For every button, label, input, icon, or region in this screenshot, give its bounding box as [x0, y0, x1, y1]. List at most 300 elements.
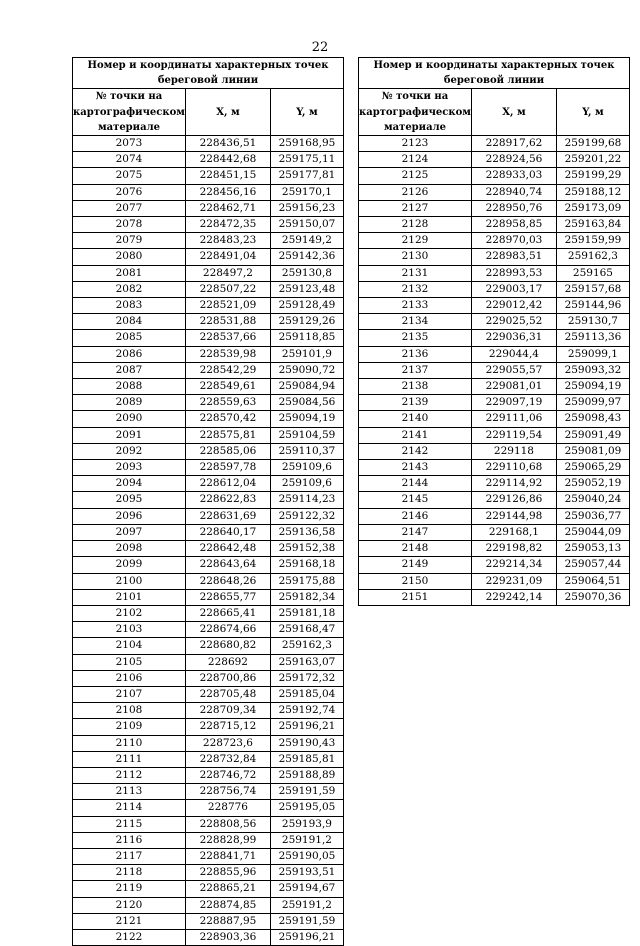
y-coordinate-cell: 259191,2: [270, 897, 343, 913]
x-coordinate-cell: 228442,68: [185, 152, 270, 168]
y-coordinate-cell: 259152,38: [270, 541, 343, 557]
x-coordinate-cell: 228874,85: [185, 897, 270, 913]
point-number-cell: 2131: [359, 265, 472, 281]
x-coordinate-cell: 228692: [185, 654, 270, 670]
y-coordinate-cell: 259094,19: [270, 411, 343, 427]
table-row: [73, 200, 344, 216]
point-number-cell: 2088: [73, 379, 186, 395]
y-coordinate-cell: 259101,9: [270, 346, 343, 362]
x-coordinate-cell: 228665,41: [185, 605, 270, 621]
point-number-cell: 2098: [73, 541, 186, 557]
y-coordinate-cell: 259044,09: [556, 524, 629, 540]
y-coordinate-cell: 259192,74: [270, 703, 343, 719]
point-number-cell: 2133: [359, 298, 472, 314]
x-coordinate-cell: 228559,63: [185, 395, 270, 411]
y-coordinate-cell: 259036,77: [556, 508, 629, 524]
table-row: [359, 443, 630, 459]
x-coordinate-cell: 229055,57: [471, 362, 556, 378]
table-row: [73, 589, 344, 605]
point-number-cell: 2146: [359, 508, 472, 524]
table-row: [73, 848, 344, 864]
y-coordinate-cell: 259157,68: [556, 281, 629, 297]
table-row: [359, 200, 630, 216]
y-coordinate-cell: 259188,12: [556, 184, 629, 200]
point-number-cell: 2107: [73, 686, 186, 702]
table-row: [73, 654, 344, 670]
x-coordinate-cell: 228436,51: [185, 136, 270, 152]
table-title: Номер и координаты характерных точек береговой линии: [359, 58, 630, 89]
table-row: [73, 265, 344, 281]
x-coordinate-cell: 229036,31: [471, 330, 556, 346]
x-coordinate-cell: 228700,86: [185, 670, 270, 686]
point-number-cell: 2145: [359, 492, 472, 508]
x-coordinate-cell: 228542,29: [185, 362, 270, 378]
table-row: [73, 832, 344, 848]
x-coordinate-cell: 229118: [471, 443, 556, 459]
table-row: [73, 929, 344, 945]
point-number-cell: 2150: [359, 573, 472, 589]
point-number-cell: 2080: [73, 249, 186, 265]
x-coordinate-cell: 228756,74: [185, 784, 270, 800]
column-header-x: X, м: [471, 89, 556, 136]
x-coordinate-cell: 228507,22: [185, 281, 270, 297]
y-coordinate-cell: 259175,88: [270, 573, 343, 589]
y-coordinate-cell: 259185,81: [270, 751, 343, 767]
point-number-cell: 2117: [73, 848, 186, 864]
y-coordinate-cell: 259040,24: [556, 492, 629, 508]
point-number-cell: 2151: [359, 589, 472, 605]
point-number-cell: 2081: [73, 265, 186, 281]
x-coordinate-cell: 228597,78: [185, 460, 270, 476]
x-coordinate-cell: 228887,95: [185, 913, 270, 929]
point-number-cell: 2140: [359, 411, 472, 427]
point-number-cell: 2148: [359, 541, 472, 557]
x-coordinate-cell: 229025,52: [471, 314, 556, 330]
x-coordinate-cell: 228585,06: [185, 443, 270, 459]
y-coordinate-cell: 259053,13: [556, 541, 629, 557]
point-number-cell: 2093: [73, 460, 186, 476]
point-number-cell: 2099: [73, 557, 186, 573]
point-number-cell: 2094: [73, 476, 186, 492]
point-number-cell: 2126: [359, 184, 472, 200]
y-coordinate-cell: 259172,32: [270, 670, 343, 686]
point-number-cell: 2142: [359, 443, 472, 459]
table-row: [73, 217, 344, 233]
y-coordinate-cell: 259199,68: [556, 136, 629, 152]
x-coordinate-cell: 228903,36: [185, 929, 270, 945]
y-coordinate-cell: 259199,29: [556, 168, 629, 184]
y-coordinate-cell: 259196,21: [270, 929, 343, 945]
x-coordinate-cell: 228993,53: [471, 265, 556, 281]
table-row: [73, 767, 344, 783]
x-coordinate-cell: 228950,76: [471, 200, 556, 216]
y-coordinate-cell: 259109,6: [270, 460, 343, 476]
y-coordinate-cell: 259084,56: [270, 395, 343, 411]
table-row: [359, 492, 630, 508]
table-row: [73, 411, 344, 427]
y-coordinate-cell: 259130,8: [270, 265, 343, 281]
table-row: [359, 168, 630, 184]
x-coordinate-cell: 228709,34: [185, 703, 270, 719]
x-coordinate-cell: 228612,04: [185, 476, 270, 492]
table-row: [359, 298, 630, 314]
x-coordinate-cell: 228451,15: [185, 168, 270, 184]
x-coordinate-cell: 228940,74: [471, 184, 556, 200]
point-number-cell: 2091: [73, 427, 186, 443]
point-number-cell: 2143: [359, 460, 472, 476]
point-number-cell: 2087: [73, 362, 186, 378]
y-coordinate-cell: 259091,49: [556, 427, 629, 443]
y-coordinate-cell: 259070,36: [556, 589, 629, 605]
x-coordinate-cell: 228841,71: [185, 848, 270, 864]
point-number-cell: 2119: [73, 881, 186, 897]
y-coordinate-cell: 259065,29: [556, 460, 629, 476]
x-coordinate-cell: 229126,86: [471, 492, 556, 508]
table-row: [359, 524, 630, 540]
table-row: [359, 427, 630, 443]
x-coordinate-cell: 228539,98: [185, 346, 270, 362]
point-number-cell: 2092: [73, 443, 186, 459]
x-coordinate-cell: 229242,14: [471, 589, 556, 605]
table-row: [73, 508, 344, 524]
y-coordinate-cell: 259123,48: [270, 281, 343, 297]
y-coordinate-cell: 259090,72: [270, 362, 343, 378]
table-row: [73, 395, 344, 411]
point-number-cell: 2104: [73, 638, 186, 654]
x-coordinate-cell: 229114,92: [471, 476, 556, 492]
x-coordinate-cell: 228705,48: [185, 686, 270, 702]
table-row: [359, 508, 630, 524]
x-coordinate-cell: 228680,82: [185, 638, 270, 654]
x-coordinate-cell: 228715,12: [185, 719, 270, 735]
point-number-cell: 2105: [73, 654, 186, 670]
table-row: [73, 784, 344, 800]
x-coordinate-cell: 229003,17: [471, 281, 556, 297]
point-number-cell: 2123: [359, 136, 472, 152]
y-coordinate-cell: 259122,32: [270, 508, 343, 524]
point-number-cell: 2149: [359, 557, 472, 573]
table-row: [359, 136, 630, 152]
y-coordinate-cell: 259099,1: [556, 346, 629, 362]
table-row: [73, 492, 344, 508]
y-coordinate-cell: 259156,23: [270, 200, 343, 216]
x-coordinate-cell: 228462,71: [185, 200, 270, 216]
table-row: [359, 265, 630, 281]
y-coordinate-cell: 259057,44: [556, 557, 629, 573]
x-coordinate-cell: 228865,21: [185, 881, 270, 897]
point-number-cell: 2109: [73, 719, 186, 735]
table-row: [359, 281, 630, 297]
x-coordinate-cell: 229214,34: [471, 557, 556, 573]
y-coordinate-cell: 259163,84: [556, 217, 629, 233]
point-number-cell: 2074: [73, 152, 186, 168]
column-header-y: Y, м: [556, 89, 629, 136]
x-coordinate-cell: 229012,42: [471, 298, 556, 314]
point-number-cell: 2108: [73, 703, 186, 719]
y-coordinate-cell: 259118,85: [270, 330, 343, 346]
table-row: [73, 298, 344, 314]
y-coordinate-cell: 259190,43: [270, 735, 343, 751]
y-coordinate-cell: 259093,32: [556, 362, 629, 378]
y-coordinate-cell: 259191,59: [270, 913, 343, 929]
table-row: [359, 346, 630, 362]
y-coordinate-cell: 259193,51: [270, 865, 343, 881]
table-row: [73, 233, 344, 249]
point-number-cell: 2100: [73, 573, 186, 589]
table-row: [359, 476, 630, 492]
point-number-cell: 2112: [73, 767, 186, 783]
table-row: [359, 314, 630, 330]
y-coordinate-cell: 259168,18: [270, 557, 343, 573]
x-coordinate-cell: 228483,23: [185, 233, 270, 249]
point-number-cell: 2114: [73, 800, 186, 816]
column-header-point-number: № точки на картографическом материале: [359, 89, 472, 136]
column-header-y: Y, м: [270, 89, 343, 136]
point-number-cell: 2084: [73, 314, 186, 330]
table-row: [73, 443, 344, 459]
y-coordinate-cell: 259188,89: [270, 767, 343, 783]
table-row: [359, 541, 630, 557]
table-row: [359, 411, 630, 427]
y-coordinate-cell: 259081,09: [556, 443, 629, 459]
coordinates-table-right: [358, 57, 630, 606]
x-coordinate-cell: 229198,82: [471, 541, 556, 557]
y-coordinate-cell: 259099,97: [556, 395, 629, 411]
table-row: [359, 249, 630, 265]
point-number-cell: 2101: [73, 589, 186, 605]
x-coordinate-cell: 228776: [185, 800, 270, 816]
table-row: [73, 735, 344, 751]
y-coordinate-cell: 259170,1: [270, 184, 343, 200]
table-row: [359, 217, 630, 233]
point-number-cell: 2096: [73, 508, 186, 524]
table-row: [359, 557, 630, 573]
y-coordinate-cell: 259177,81: [270, 168, 343, 184]
point-number-cell: 2115: [73, 816, 186, 832]
y-coordinate-cell: 259193,9: [270, 816, 343, 832]
x-coordinate-cell: 228648,26: [185, 573, 270, 589]
y-coordinate-cell: 259159,99: [556, 233, 629, 249]
y-coordinate-cell: 259162,3: [270, 638, 343, 654]
x-coordinate-cell: 228472,35: [185, 217, 270, 233]
page-number: 22: [311, 40, 329, 55]
table-row: [359, 460, 630, 476]
y-coordinate-cell: 259128,49: [270, 298, 343, 314]
table-row: [73, 379, 344, 395]
point-number-cell: 2134: [359, 314, 472, 330]
x-coordinate-cell: 228924,56: [471, 152, 556, 168]
point-number-cell: 2122: [73, 929, 186, 945]
y-coordinate-cell: 259195,05: [270, 800, 343, 816]
y-coordinate-cell: 259185,04: [270, 686, 343, 702]
y-coordinate-cell: 259114,23: [270, 492, 343, 508]
table-row: [359, 233, 630, 249]
x-coordinate-cell: 229144,98: [471, 508, 556, 524]
table-row: [73, 573, 344, 589]
x-coordinate-cell: 229111,06: [471, 411, 556, 427]
point-number-cell: 2129: [359, 233, 472, 249]
point-number-cell: 2075: [73, 168, 186, 184]
y-coordinate-cell: 259064,51: [556, 573, 629, 589]
point-number-cell: 2085: [73, 330, 186, 346]
y-coordinate-cell: 259191,59: [270, 784, 343, 800]
point-number-cell: 2137: [359, 362, 472, 378]
point-number-cell: 2120: [73, 897, 186, 913]
point-number-cell: 2103: [73, 622, 186, 638]
y-coordinate-cell: 259109,6: [270, 476, 343, 492]
table-row: [73, 362, 344, 378]
y-coordinate-cell: 259191,2: [270, 832, 343, 848]
point-number-cell: 2073: [73, 136, 186, 152]
point-number-cell: 2147: [359, 524, 472, 540]
y-coordinate-cell: 259150,07: [270, 217, 343, 233]
x-coordinate-cell: 228828,99: [185, 832, 270, 848]
y-coordinate-cell: 259052,19: [556, 476, 629, 492]
table-row: [73, 524, 344, 540]
point-number-cell: 2127: [359, 200, 472, 216]
table-row: [73, 816, 344, 832]
x-coordinate-cell: 229119,54: [471, 427, 556, 443]
table-row: [73, 314, 344, 330]
x-coordinate-cell: 228643,64: [185, 557, 270, 573]
x-coordinate-cell: 228642,48: [185, 541, 270, 557]
y-coordinate-cell: 259098,43: [556, 411, 629, 427]
y-coordinate-cell: 259130,7: [556, 314, 629, 330]
column-header-x: X, м: [185, 89, 270, 136]
table-row: [73, 800, 344, 816]
y-coordinate-cell: 259175,11: [270, 152, 343, 168]
table-row: [73, 703, 344, 719]
y-coordinate-cell: 259168,95: [270, 136, 343, 152]
x-coordinate-cell: 229081,01: [471, 379, 556, 395]
y-coordinate-cell: 259190,05: [270, 848, 343, 864]
point-number-cell: 2132: [359, 281, 472, 297]
column-header-point-number: № точки на картографическом материале: [73, 89, 186, 136]
table-row: [73, 346, 344, 362]
y-coordinate-cell: 259162,3: [556, 249, 629, 265]
x-coordinate-cell: 228970,03: [471, 233, 556, 249]
y-coordinate-cell: 259196,21: [270, 719, 343, 735]
point-number-cell: 2139: [359, 395, 472, 411]
x-coordinate-cell: 228808,56: [185, 816, 270, 832]
x-coordinate-cell: 228746,72: [185, 767, 270, 783]
y-coordinate-cell: 259181,18: [270, 605, 343, 621]
point-number-cell: 2079: [73, 233, 186, 249]
table-row: [73, 460, 344, 476]
x-coordinate-cell: 228549,61: [185, 379, 270, 395]
table-row: [73, 686, 344, 702]
point-number-cell: 2089: [73, 395, 186, 411]
point-number-cell: 2078: [73, 217, 186, 233]
point-number-cell: 2077: [73, 200, 186, 216]
table-row: [73, 249, 344, 265]
point-number-cell: 2135: [359, 330, 472, 346]
point-number-cell: 2116: [73, 832, 186, 848]
table-row: [73, 605, 344, 621]
table-row: [73, 670, 344, 686]
point-number-cell: 2113: [73, 784, 186, 800]
x-coordinate-cell: 228732,84: [185, 751, 270, 767]
x-coordinate-cell: 228575,81: [185, 427, 270, 443]
coordinates-table-left: [72, 57, 344, 946]
x-coordinate-cell: 229110,68: [471, 460, 556, 476]
y-coordinate-cell: 259149,2: [270, 233, 343, 249]
table-row: [359, 395, 630, 411]
point-number-cell: 2076: [73, 184, 186, 200]
table-row: [73, 557, 344, 573]
table-row: [73, 168, 344, 184]
table-row: [73, 622, 344, 638]
point-number-cell: 2110: [73, 735, 186, 751]
point-number-cell: 2124: [359, 152, 472, 168]
point-number-cell: 2138: [359, 379, 472, 395]
x-coordinate-cell: 228497,2: [185, 265, 270, 281]
table-row: [359, 573, 630, 589]
x-coordinate-cell: 228674,66: [185, 622, 270, 638]
y-coordinate-cell: 259113,36: [556, 330, 629, 346]
y-coordinate-cell: 259142,36: [270, 249, 343, 265]
x-coordinate-cell: 228537,66: [185, 330, 270, 346]
y-coordinate-cell: 259084,94: [270, 379, 343, 395]
table-row: [359, 184, 630, 200]
y-coordinate-cell: 259110,37: [270, 443, 343, 459]
table-row: [73, 281, 344, 297]
table-row: [73, 136, 344, 152]
y-coordinate-cell: 259201,22: [556, 152, 629, 168]
x-coordinate-cell: 228655,77: [185, 589, 270, 605]
x-coordinate-cell: 228933,03: [471, 168, 556, 184]
x-coordinate-cell: 229168,1: [471, 524, 556, 540]
point-number-cell: 2082: [73, 281, 186, 297]
y-coordinate-cell: 259144,96: [556, 298, 629, 314]
x-coordinate-cell: 229231,09: [471, 573, 556, 589]
table-title: Номер и координаты характерных точек береговой линии: [73, 58, 344, 89]
y-coordinate-cell: 259182,34: [270, 589, 343, 605]
x-coordinate-cell: 229097,19: [471, 395, 556, 411]
x-coordinate-cell: 228855,96: [185, 865, 270, 881]
table-row: [359, 589, 630, 605]
point-number-cell: 2141: [359, 427, 472, 443]
point-number-cell: 2125: [359, 168, 472, 184]
point-number-cell: 2097: [73, 524, 186, 540]
table-row: [73, 897, 344, 913]
point-number-cell: 2106: [73, 670, 186, 686]
y-coordinate-cell: 259163,07: [270, 654, 343, 670]
x-coordinate-cell: 228456,16: [185, 184, 270, 200]
table-row: [73, 913, 344, 929]
x-coordinate-cell: 228958,85: [471, 217, 556, 233]
table-row: [359, 362, 630, 378]
point-number-cell: 2121: [73, 913, 186, 929]
point-number-cell: 2118: [73, 865, 186, 881]
table-row: [73, 184, 344, 200]
point-number-cell: 2130: [359, 249, 472, 265]
x-coordinate-cell: 228983,51: [471, 249, 556, 265]
x-coordinate-cell: 228531,88: [185, 314, 270, 330]
table-row: [359, 152, 630, 168]
y-coordinate-cell: 259094,19: [556, 379, 629, 395]
y-coordinate-cell: 259194,67: [270, 881, 343, 897]
table-row: [73, 476, 344, 492]
point-number-cell: 2128: [359, 217, 472, 233]
x-coordinate-cell: 228917,62: [471, 136, 556, 152]
x-coordinate-cell: 229044,4: [471, 346, 556, 362]
table-row: [73, 330, 344, 346]
table-row: [359, 330, 630, 346]
point-number-cell: 2111: [73, 751, 186, 767]
y-coordinate-cell: 259168,47: [270, 622, 343, 638]
point-number-cell: 2086: [73, 346, 186, 362]
